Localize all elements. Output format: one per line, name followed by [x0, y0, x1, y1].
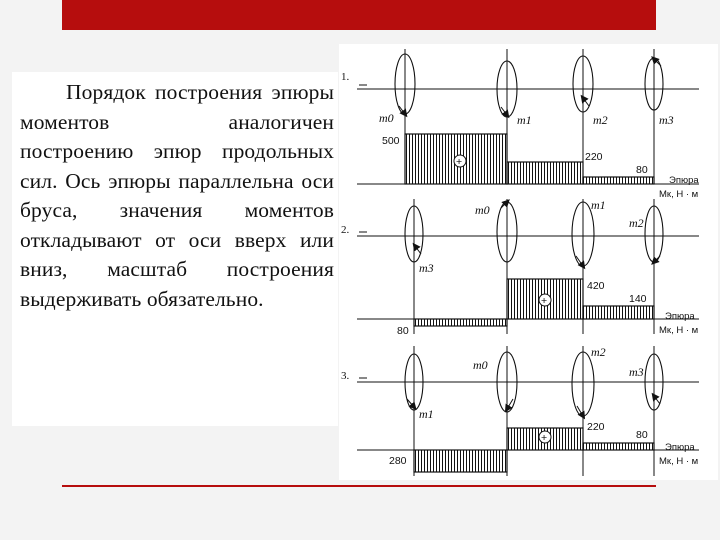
panel-2-unit: Mк, Н · м: [659, 325, 699, 336]
panel-2-caption: Эпюра: [665, 311, 695, 322]
panel-2-moment-3-label: m2: [629, 216, 644, 230]
panel-1-value-2: 220: [585, 151, 603, 163]
panel-1-segment-3-bar: [583, 177, 654, 184]
panel-2-moment-1-label: m0: [475, 203, 490, 217]
panel-2-label: 2.: [341, 224, 350, 236]
panel-2-segment-3-bar: [583, 306, 654, 319]
panel-1-label: 1.: [341, 71, 350, 83]
panel-3-caption: Эпюра: [665, 442, 695, 453]
panel-3-value-1: 280: [389, 455, 407, 467]
panel-3-label: 3.: [341, 370, 350, 382]
panel-2-value-1: 80: [397, 325, 409, 337]
panel-3-moment-1-label: m0: [473, 358, 488, 372]
panel-3-moment-0-label: m1: [419, 407, 434, 421]
panel-3-segment-3-bar: [583, 443, 654, 450]
panel-1-value-3: 80: [636, 164, 648, 176]
panel-1-moment-2-label: m2: [593, 113, 608, 127]
panel-2-moment-2-label: m1: [591, 198, 606, 212]
panel-1-moment-3-label: m3: [659, 113, 674, 127]
panel-2-moment-0-label: m3: [419, 261, 434, 275]
panel-1-caption: Эпюра: [669, 175, 699, 186]
panel-3: [341, 345, 699, 476]
panel-3-value-3: 80: [636, 429, 648, 441]
panel-1: [341, 49, 699, 200]
panel-1-unit: Mк, Н · м: [659, 189, 699, 200]
torque-diagram-figure: [339, 44, 718, 480]
bottom-accent-line: [62, 485, 656, 487]
panel-1-moment-1-label: m1: [517, 113, 532, 127]
panel-2-value-3: 140: [629, 293, 647, 305]
panel-1-sign: +: [456, 156, 463, 168]
top-accent-bar: [62, 0, 656, 30]
panel-3-sign: +: [541, 432, 548, 444]
slide-body-text: Порядок построения эпюры моментов аналогичен построению эпюр продольных сил. Ось эпюры параллельна оси бруса, значения моментов откладывают от оси вверх или вниз, масштаб построения выдерживать обязательно.: [20, 80, 334, 311]
panel-3-value-2: 220: [587, 421, 605, 433]
panel-2-sign: +: [541, 295, 548, 307]
panel-1-moment-0-label: m0: [379, 111, 394, 125]
panel-1-value-1: 500: [382, 135, 400, 147]
panel-2: [341, 198, 699, 337]
panel-3-moment-2-label: m2: [591, 345, 606, 359]
panel-3-segment-1-bar: [414, 450, 507, 472]
panel-2-segment-1-bar: [414, 319, 507, 326]
panel-3-moment-3-label: m3: [629, 365, 644, 379]
panel-1-segment-2-bar: [507, 162, 583, 184]
panel-2-value-2: 420: [587, 280, 605, 292]
panel-3-unit: Mк, Н · м: [659, 456, 699, 467]
